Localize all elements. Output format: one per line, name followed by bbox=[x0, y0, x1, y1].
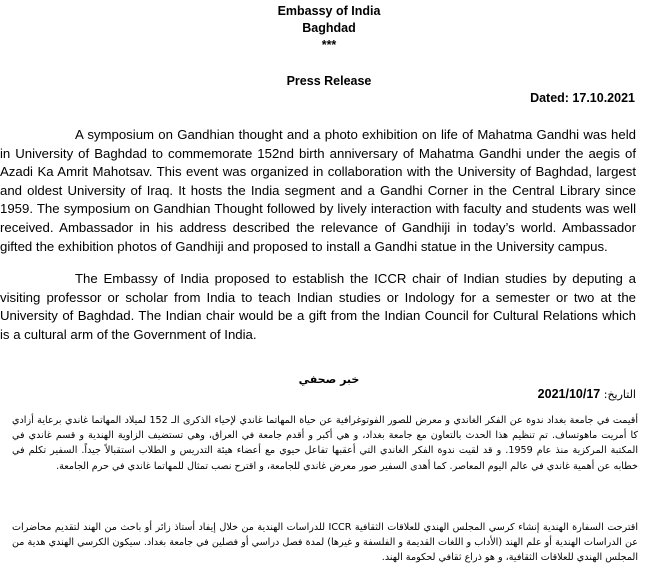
letterhead bbox=[0, 3, 658, 54]
english-paragraph-1 bbox=[0, 126, 636, 256]
embassy-name: Embassy of India bbox=[277, 4, 381, 18]
arabic-date-value: 2021/10/17 bbox=[537, 387, 601, 401]
english-date: Dated: 17.10.2021 bbox=[530, 91, 635, 105]
arabic-paragraph-2: اقترحت السفارة الهندية إنشاء كرسي المجلس الهندي للعلاقات الثقافية ICCR للدراسات الهندية من خلال إيفاد أستاذ زائر أو باحث من الهند لتقديم محاضرات عن الدراسات الهندية أو علم الهند (الأداب و اللغات القديمة و الفلسفة و غيرها) لمدة فصل دراسي أو فصلين في جامعة بغداد. سيكون الكرسي الهندي هدية من المجلس الهندي للعلاقات الثقافية، و هو ذراع ثقافي لحكومة الهند. bbox=[12, 522, 638, 564]
press-release-title: Press Release bbox=[286, 74, 372, 88]
header-separator: *** bbox=[321, 38, 337, 52]
paragraph-text: The Embassy of India proposed to establish the ICCR chair of Indian studies by deputing a visiting professor or scholar from India to teach Indian studies or Indology for a semester or two at the University of Baghdad. The Indian chair would be a gift from the Indian Council for Cultural Relations which is a cultural arm of the Government of India. bbox=[0, 271, 636, 342]
paragraph-text: A symposium on Gandhian thought and a photo exhibition on life of Mahatma Gandhi was held in University of Baghdad to commemorate 152nd birth anniversary of Mahatma Gandhi under the aegis of Azadi Ka Amrit Mahotsav. This event was organized in collaboration with the University of Baghdad, largest and oldest University of Iraq. It hosts the India segment and a Gandhi Corner in the Central Library since 1959. The symposium on Gandhian Thought followed by lively interaction with faculty and students was well received. Ambassador in his address described the relevance of Gandhiji in today’s world. Ambassador gifted the exhibition photos of Gandhiji and proposed to install a Gandhi statue in the University campus. bbox=[0, 127, 636, 254]
arabic-date bbox=[538, 387, 636, 401]
arabic-date-label: التاريخ: bbox=[603, 388, 636, 401]
english-paragraph-2 bbox=[0, 270, 636, 344]
city-name: Baghdad bbox=[302, 21, 356, 35]
arabic-title: خبر صحفي bbox=[298, 373, 360, 386]
arabic-paragraph-1: أقيمت في جامعة بغداد ندوة عن الفكر الغاندي و معرض للصور الفوتوغرافية عن حياة المهاتما غاندي لإحياء الذكرى الـ 152 لميلاد المهاتما غاندي برعاية أزادي كا أمريت ماهوتساف. تم تنظيم هذا الحدث بالتعاون مع جامعة بغداد، و هي أكبر و أقدم جامعة في العراق، وهي تستضيف الزاوية الهندية و قسم غاندي في المكتبة المركزية منذ عام 1959. و قد لقيت ندوة الفكر الغاندي التي أعقبها تفاعل حيوي مع أعضاء هيئة التدريس و الطلاب استقبالاً جيداً. السفير تكلم في خطابه عن أهمية غاندي في عالم اليوم المعاصر. كما أهدى السفير صور معرض غاندي للجامعة، و اقترح نصب تمثال للمهاتما غاندي في حرم الجامعة. bbox=[12, 415, 639, 472]
